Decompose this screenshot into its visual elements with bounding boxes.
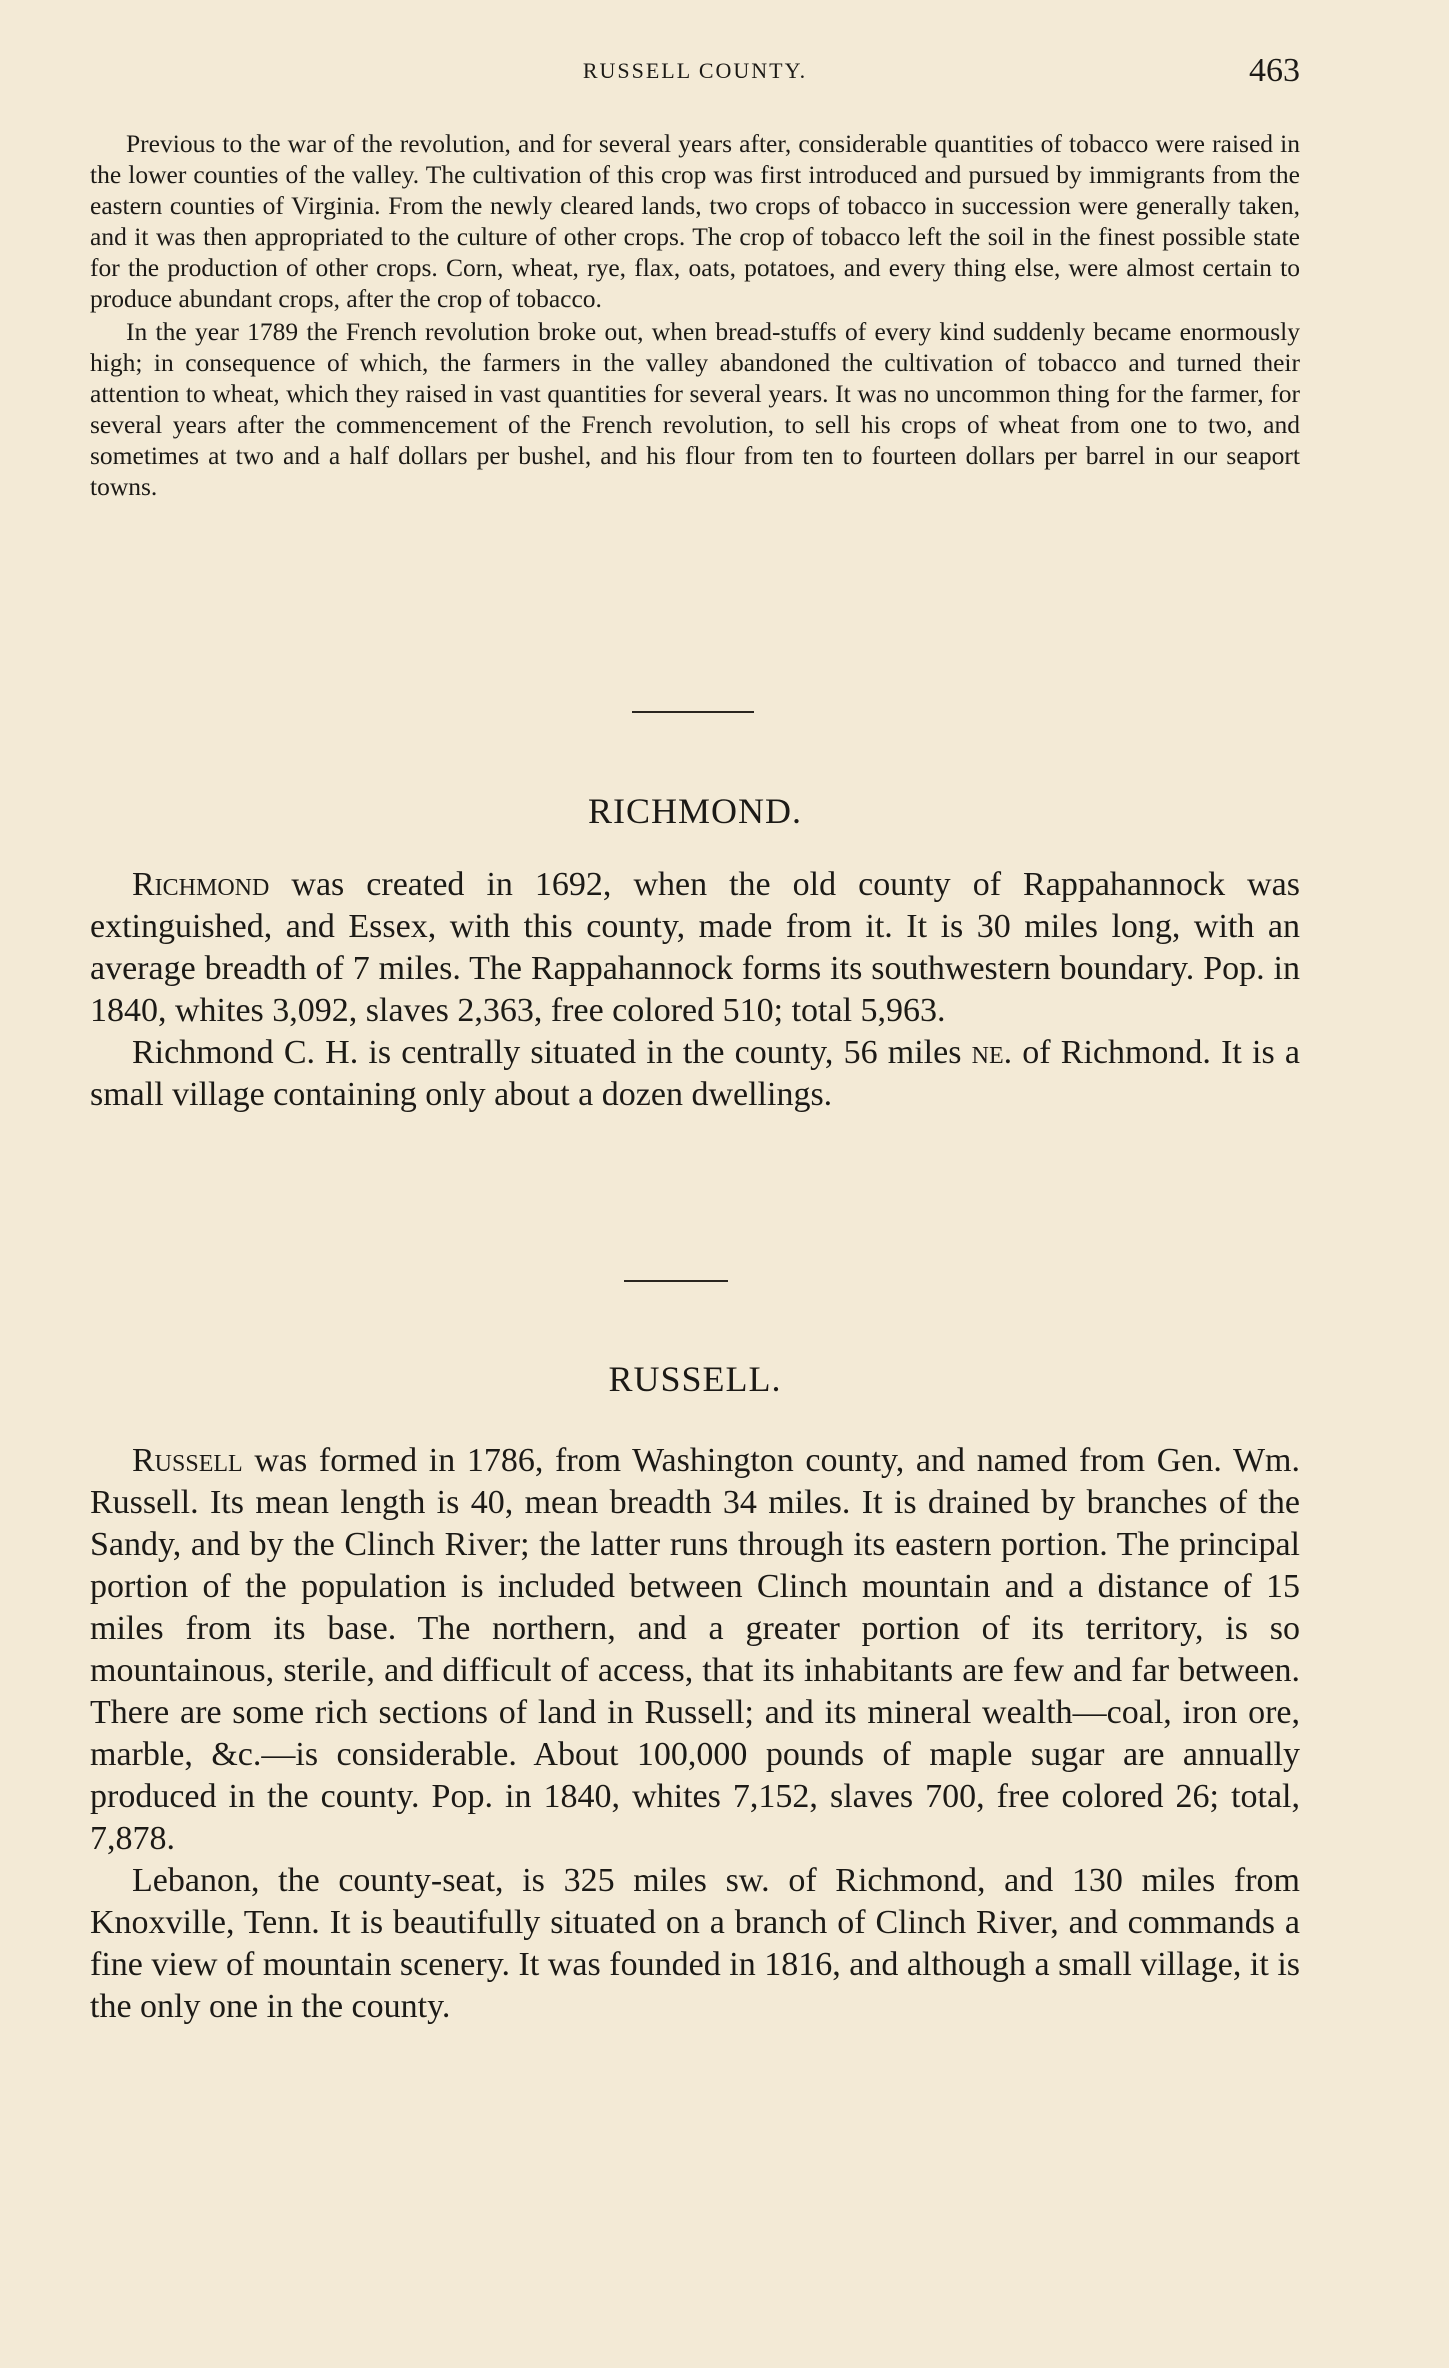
- paragraph-richmond-creation: [90, 864, 1300, 1032]
- paragraph-lebanon: Lebanon, the county-seat, is 325 miles sw. of Richmond, and 130 miles from Knoxville, Tenn. It is beautifully situated on a branch of Clinch River, and commands a fine view of mountain scenery. It was founded in 1816, and although a small village, it is the only one in the county.: [90, 1862, 1300, 2025]
- section-divider: [632, 711, 754, 713]
- page-number: 463: [1249, 52, 1300, 89]
- paragraph-text: Richmond C. H. is centrally situated in the county, 56 miles: [132, 1034, 972, 1071]
- running-title: RUSSELL COUNTY.: [582, 58, 808, 83]
- paragraph-russell-formation: [90, 1440, 1300, 1860]
- continued-section-text: [90, 128, 1300, 504]
- section-divider: [624, 1280, 728, 1282]
- running-head: [90, 52, 1300, 92]
- paragraph-french-revolution: In the year 1789 the French revolution broke out, when bread-stuffs of every kind suddenly became enormously high; in consequence of which, the farmers in the valley abandoned the cultivation of tobacco and turned their attention to wheat, which they raised in vast quantities for several years. It was no uncommon thing for the farmer, for several years after the commencement of the French revolution, to sell his crops of wheat from one to two, and sometimes at two and a half dollars per bushel, and his flour from ten to fourteen dollars per barrel in our seaport towns.: [90, 317, 1300, 501]
- section-richmond: [90, 864, 1300, 1116]
- lead-word: Russell: [132, 1442, 243, 1479]
- section-russell: [90, 1440, 1300, 2028]
- paragraph-richmond-courthouse: [90, 1032, 1300, 1116]
- heading-richmond: RICHMOND.: [587, 791, 802, 831]
- heading-russell: RUSSELL.: [608, 1359, 782, 1399]
- direction-abbrev: ne.: [971, 1034, 1013, 1071]
- paragraph-text: was created in 1692, when the old county of Rappahannock was extinguished, and Essex, with this county, made from it. It is 30 miles long, with an average breadth of 7 miles. The Rappahannock forms its southwestern boundary. Pop. in 1840, whites 3,092, slaves 2,363, free colored 510; total 5,963.: [90, 866, 1300, 1029]
- lead-word: Richmond: [132, 866, 270, 903]
- paragraph-text: was formed in 1786, from Washington county, and named from Gen. Wm. Russell. Its mean length is 40, mean breadth 34 miles. It is drained by branches of the Sandy, and by the Clinch River; the latter runs through its eastern portion. The principal portion of the population is included between Clinch mountain and a distance of 15 miles from its base. The northern, and a greater portion of its territory, is so mountainous, sterile, and difficult of access, that its inhabitants are few and far between. There are some rich sections of land in Russell; and its mineral wealth—coal, iron ore, marble, &c.—is considerable. About 100,000 pounds of maple sugar are annually produced in the county. Pop. in 1840, whites 7,152, slaves 700, free colored 26; total, 7,878.: [90, 1442, 1300, 1857]
- paragraph-tobacco: Previous to the war of the revolution, and for several years after, considerable quantities of tobacco were raised in the lower counties of the valley. The cultivation of this crop was first introduced and pursued by immigrants from the eastern counties of Virginia. From the newly cleared lands, two crops of tobacco in succession were generally taken, and it was then appropriated to the culture of other crops. The crop of tobacco left the soil in the finest possible state for the production of other crops. Corn, wheat, rye, flax, oats, potatoes, and every thing else, were almost certain to produce abundant crops, after the crop of tobacco.: [90, 129, 1300, 313]
- paragraph-text: of Richmond. It is a small village containing only about a dozen dwellings.: [90, 1034, 1300, 1113]
